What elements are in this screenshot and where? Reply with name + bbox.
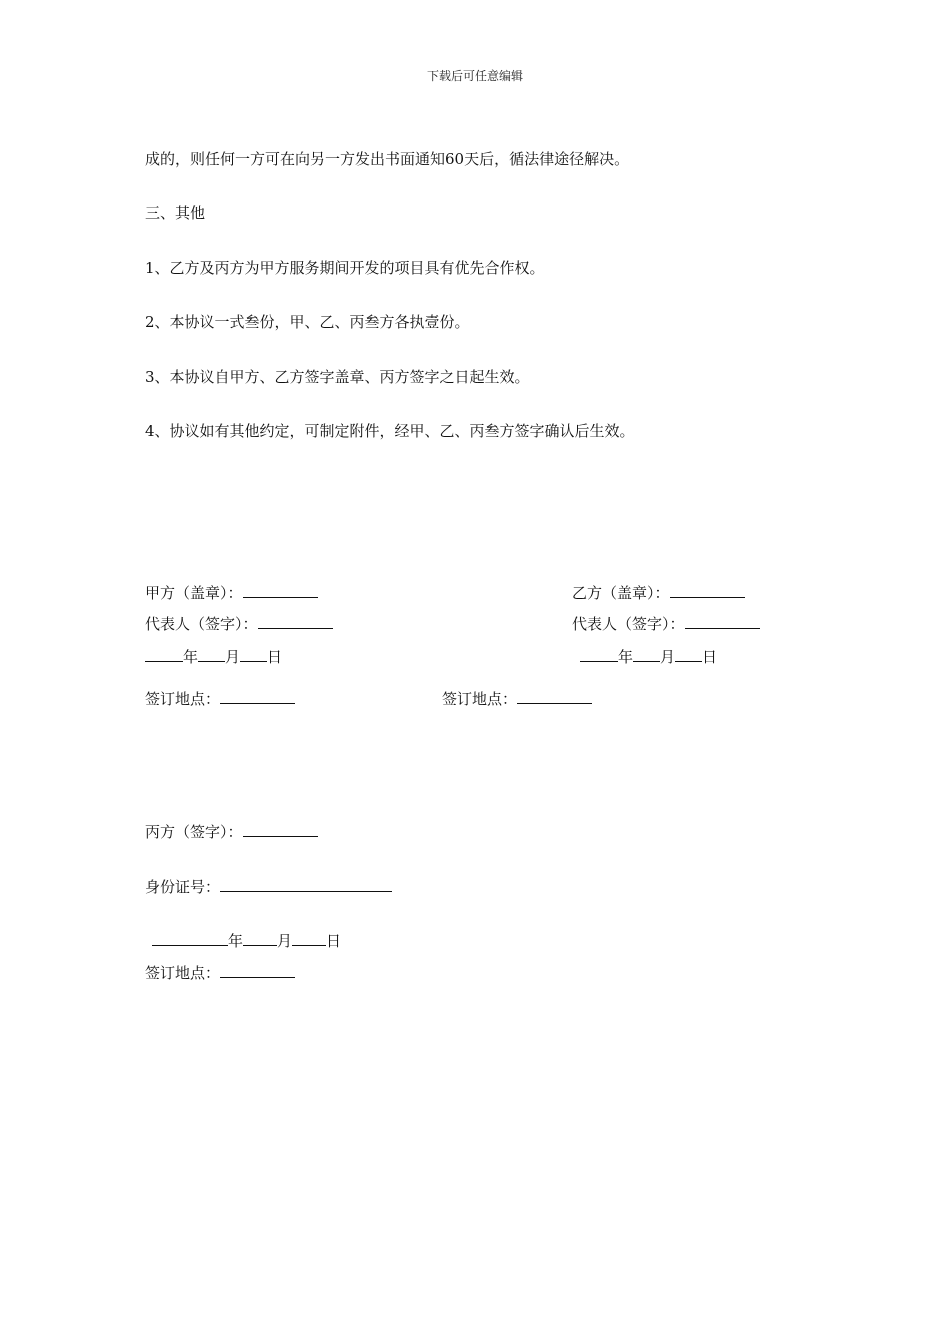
party-c-place-blank[interactable] <box>220 963 295 978</box>
party-c-sign-blank[interactable] <box>243 822 318 837</box>
party-b-rep-blank[interactable] <box>685 614 760 629</box>
party-a-month-label: 月 <box>225 648 241 666</box>
party-a-seal-label: 甲方（盖章）： <box>145 584 243 602</box>
paragraph-continuation: 成的，则任何一方可在向另一方发出书面通知60天后，循法律途径解决。 <box>145 150 630 168</box>
party-b-place-label: 签订地点： <box>442 690 518 708</box>
party-c-month-blank[interactable] <box>243 931 277 946</box>
party-a-day-label: 日 <box>267 648 283 666</box>
party-c-month-label: 月 <box>277 932 293 950</box>
party-b-day-label: 日 <box>702 648 718 666</box>
party-b-seal-label: 乙方（盖章）： <box>572 584 670 602</box>
section-title: 三、其他 <box>145 204 206 222</box>
party-c-year-blank[interactable] <box>152 931 228 946</box>
clause-item-2: 2、本协议一式叁份，甲、乙、丙叁方各执壹份。 <box>145 313 470 331</box>
clause-item-3: 3、本协议自甲方、乙方签字盖章、丙方签字之日起生效。 <box>145 368 530 386</box>
party-a-rep-line <box>145 614 333 634</box>
party-c-date-line <box>152 931 341 951</box>
party-b-day-blank[interactable] <box>675 647 702 662</box>
party-a-seal-blank[interactable] <box>243 583 318 598</box>
party-b-rep-line <box>572 614 760 634</box>
page-header-note: 下载后可任意编辑 <box>426 69 523 83</box>
party-a-year-label: 年 <box>183 648 199 666</box>
party-b-year-label: 年 <box>618 648 634 666</box>
party-a-seal-line <box>145 583 318 603</box>
party-c-id-blank[interactable] <box>220 877 392 892</box>
party-b-seal-line <box>572 583 745 603</box>
party-b-place-line <box>442 689 592 709</box>
party-a-rep-label: 代表人（签字）： <box>145 615 258 633</box>
party-c-id-line <box>145 877 392 897</box>
party-b-place-blank[interactable] <box>517 689 592 704</box>
party-a-place-line <box>145 689 295 709</box>
party-a-month-blank[interactable] <box>198 647 225 662</box>
party-c-day-blank[interactable] <box>292 931 326 946</box>
party-a-year-blank[interactable] <box>145 647 183 662</box>
party-c-sign-line <box>145 822 318 842</box>
party-a-rep-blank[interactable] <box>258 614 333 629</box>
party-c-place-label: 签订地点： <box>145 964 221 982</box>
party-b-year-blank[interactable] <box>580 647 618 662</box>
party-c-place-line <box>145 963 295 983</box>
party-b-date-line <box>580 647 717 667</box>
clause-item-4: 4、协议如有其他约定，可制定附件，经甲、乙、丙叁方签字确认后生效。 <box>145 422 635 440</box>
clause-item-1: 1、乙方及丙方为甲方服务期间开发的项目具有优先合作权。 <box>145 259 545 277</box>
party-c-year-label: 年 <box>228 932 244 950</box>
party-a-place-label: 签订地点： <box>145 690 221 708</box>
party-c-day-label: 日 <box>326 932 342 950</box>
party-a-date-line <box>145 647 282 667</box>
party-c-id-label: 身份证号： <box>145 878 221 896</box>
party-b-month-blank[interactable] <box>633 647 660 662</box>
party-b-rep-label: 代表人（签字）： <box>572 615 685 633</box>
party-a-place-blank[interactable] <box>220 689 295 704</box>
party-a-day-blank[interactable] <box>240 647 267 662</box>
party-b-month-label: 月 <box>660 648 676 666</box>
party-c-sign-label: 丙方（签字）： <box>145 823 243 841</box>
party-b-seal-blank[interactable] <box>670 583 745 598</box>
